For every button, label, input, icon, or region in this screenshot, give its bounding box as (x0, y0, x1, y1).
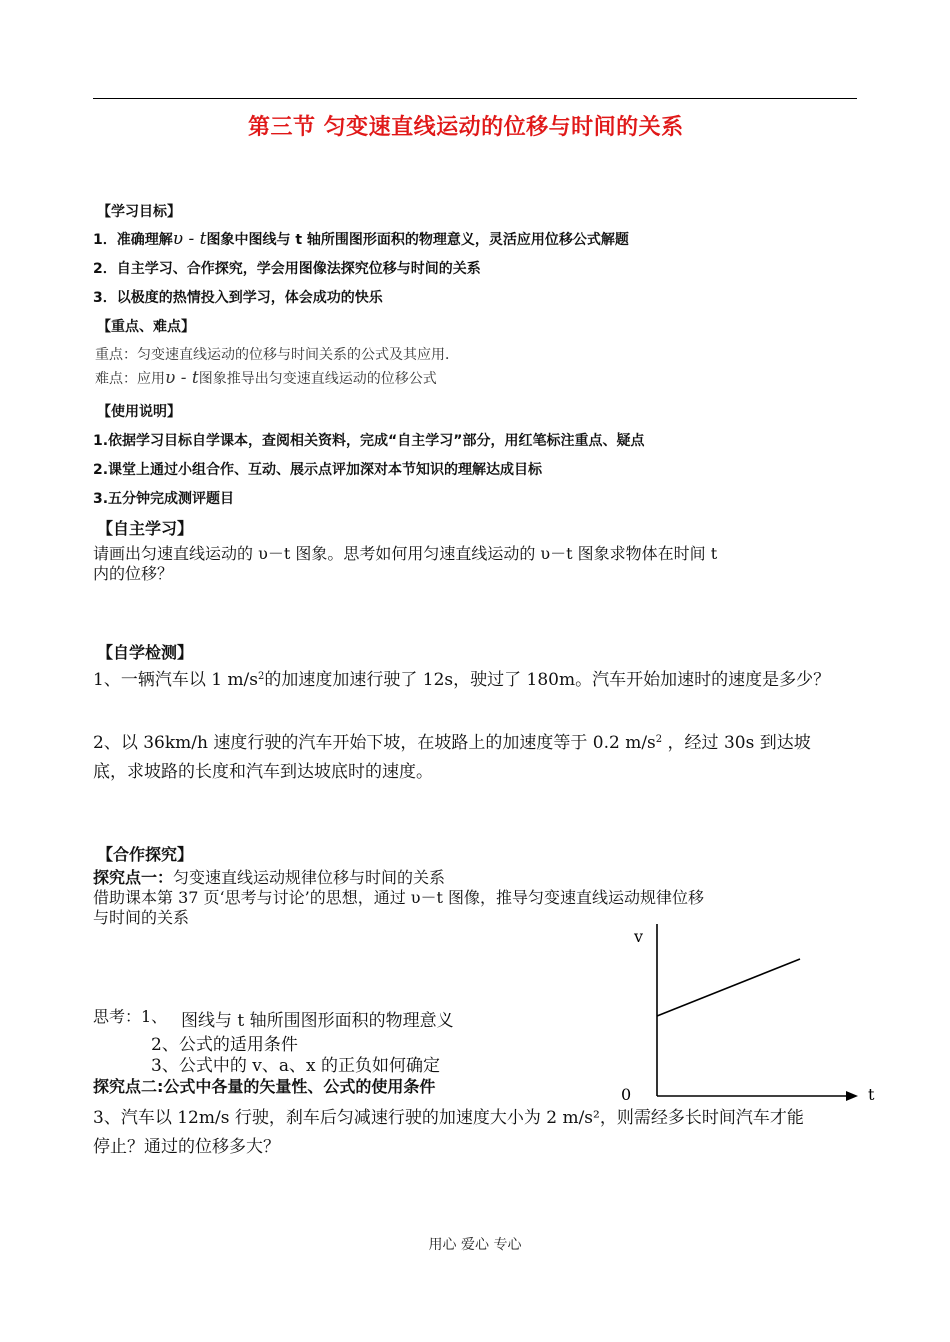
page-title: 第三节 匀变速直线运动的位移与时间的关系 (248, 115, 684, 140)
think-item-2: 2、公式的适用条件 (151, 1035, 298, 1055)
y-axis-label: v (634, 927, 644, 946)
usage-heading: 【使用说明】 (97, 404, 181, 420)
difficult-vt-symbol: υ - t (165, 368, 199, 388)
difficult-prefix: 难点：应用 (95, 371, 165, 387)
selfcheck-heading: 【自学检测】 (97, 643, 194, 662)
selfstudy-heading: 【自主学习】 (97, 519, 194, 538)
think-item-3: 3、公式中的 v、a、x 的正负如何确定 (151, 1056, 440, 1076)
goal-item-2: 2．自主学习、合作探究，学会用图像法探究位移与时间的关系 (93, 261, 481, 277)
q1-superscript: 2 (258, 671, 265, 682)
goal-1-prefix: 1．准确理解 (93, 232, 173, 248)
question-3-line-2: 停止？通过的位移多大？ (93, 1137, 280, 1157)
explore-point-2: 探究点二:公式中各量的矢量性、公式的使用条件 (93, 1077, 436, 1096)
q2-superscript: 2 (655, 734, 663, 745)
x-axis-label: t (868, 1085, 875, 1104)
goals-heading: 【学习目标】 (97, 204, 181, 220)
vt-line (657, 959, 800, 1016)
think-item-1: 图线与 t 轴所围图形面积的物理意义 (181, 1011, 454, 1031)
goal-1-suffix: 图象中图线与 t 轴所围图形面积的物理意义，灵活应用位移公式解题 (206, 232, 629, 248)
usage-item-1: 1.依据学习目标自学课本，查阅相关资料，完成“自主学习”部分，用红笔标注重点、疑点 (93, 433, 645, 449)
selfstudy-line-2: 内的位移？ (93, 564, 174, 583)
q2-suffix: ，经过 30s 到达坡 (662, 733, 811, 753)
question-3-line-1: 3、汽车以 12m/s 行驶，刹车后匀减速行驶的加速度大小为 2 m/s²，则需经多长时间汽车才能 (93, 1108, 804, 1128)
explore-1-line-2: 与时间的关系 (93, 908, 190, 927)
origin-label: 0 (621, 1085, 632, 1104)
usage-item-2: 2.课堂上通过小组合作、互动、展示点评加深对本节知识的理解达成目标 (93, 462, 543, 478)
q1-prefix: 1、一辆汽车以 1 m/s (93, 670, 259, 690)
keypoints-heading: 【重点、难点】 (97, 319, 195, 335)
q2-prefix: 2、以 36km/h 速度行驶的汽车开始下坡，在坡路上的加速度等于 0.2 m/s (93, 733, 656, 753)
difficult-suffix: 图象推导出匀变速直线运动的位移公式 (198, 371, 437, 387)
selfstudy-line-1: 请画出匀速直线运动的 υ－t 图象。思考如何用匀速直线运动的 υ－t 图象求物体在时间 t (93, 544, 718, 563)
goal-item-3: 3．以极度的热情投入到学习，体会成功的快乐 (93, 290, 383, 306)
coop-heading: 【合作探究】 (97, 845, 194, 864)
question-2-line-2: 底，求坡路的长度和汽车到达坡底时的速度。 (93, 762, 433, 782)
usage-item-3: 3.五分钟完成测评题目 (93, 491, 235, 507)
question-1 (93, 665, 830, 690)
goal-item-1 (93, 229, 629, 249)
think-label: 思考：1、 (93, 1007, 168, 1026)
question-2-line-1 (93, 728, 811, 753)
explore-1-line-1: 借助课本第 37 页‘思考与讨论’的思想，通过 υ－t 图像，推导匀变速直线运动规律位移 (93, 888, 705, 907)
q1-suffix: 的加速度加速行驶了 12s，驶过了 180m。汽车开始加速时的速度是多少？ (264, 670, 831, 690)
explore-1-label: 探究点一： (93, 868, 174, 887)
difficult-point (95, 368, 437, 388)
footer: 用心 爱心 专心 (428, 1237, 522, 1253)
key-point: 重点：匀变速直线运动的位移与时间关系的公式及其应用． (95, 347, 459, 363)
vt-graph (621, 920, 890, 1110)
goal-1-vt-symbol: υ - t (172, 229, 207, 249)
header-rule (93, 98, 857, 99)
explore-1-text: 匀变速直线运动规律位移与时间的关系 (173, 868, 446, 887)
x-axis-arrow (846, 1091, 858, 1101)
